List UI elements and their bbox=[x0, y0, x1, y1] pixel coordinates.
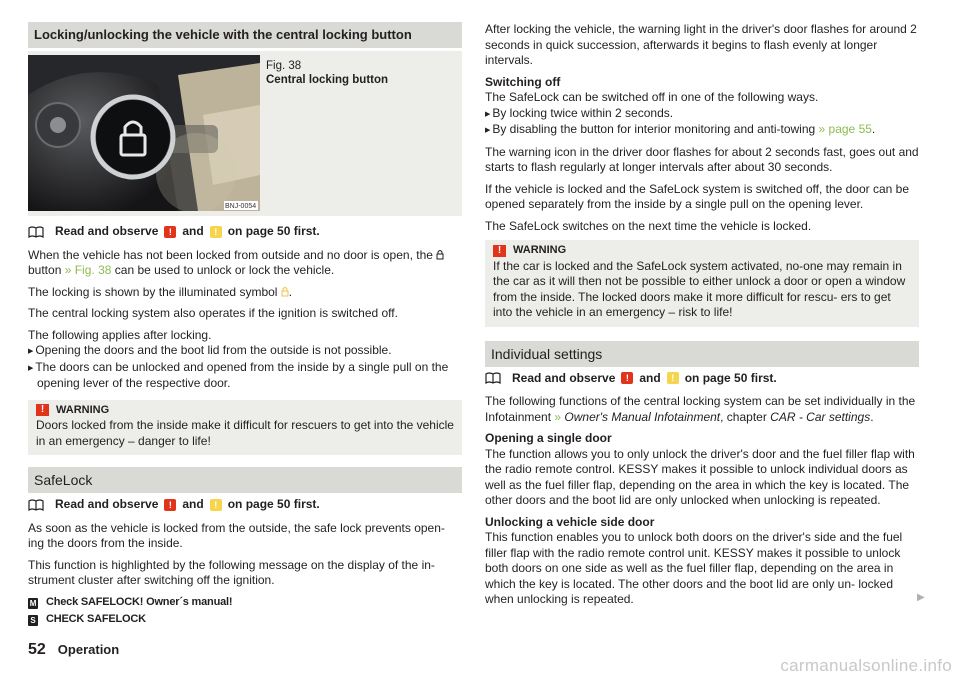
infotainment-manual-title: Owner's Manual Infotainment bbox=[564, 409, 721, 424]
warning-text: If the car is locked and the SafeLock system activated, no-one may remain in the car as it will then not be possible to either unlock a door or open a window from the inside. The locked doors make it more difficult for rescu- ers to get into the vehicle in an emergency – risk to life! bbox=[493, 258, 906, 319]
caution-icon[interactable]: ! bbox=[210, 499, 222, 511]
warning-box bbox=[28, 400, 462, 456]
figure-38 bbox=[28, 51, 462, 216]
warning-title: WARNING bbox=[513, 244, 567, 256]
read-and-observe-line: Read and observe ! and ! on page 50 first. bbox=[28, 224, 462, 240]
warning-title: WARNING bbox=[56, 403, 110, 416]
list-item: ▶ Opening the doors and the boot lid from the outside is not possible. bbox=[28, 343, 462, 360]
chapter-title: CAR - Car settings bbox=[770, 409, 871, 424]
display-message: S CHECK SAFELOCK bbox=[28, 612, 462, 629]
section-heading-safelock: SafeLock bbox=[28, 467, 462, 493]
section-heading-central-locking: Locking/unlocking the vehicle with the central locking button bbox=[28, 22, 462, 48]
right-paragraph-1: After locking the vehicle, the warning light in the driver's door flashes for around 2 seconds in quick succession, afterwards it begins to flash evenly at longer intervals. bbox=[485, 22, 917, 67]
safelock-paragraph-1: As soon as the vehicle is locked from the outside, the safe lock prevents open- ing the doors from the inside. bbox=[28, 520, 445, 550]
switching-off-heading: Switching off bbox=[485, 74, 561, 89]
page-number: 52 bbox=[28, 641, 46, 658]
page-55-link[interactable]: » page 55 bbox=[818, 122, 872, 136]
caution-icon[interactable]: ! bbox=[210, 226, 222, 238]
footer-label: Operation bbox=[57, 642, 120, 657]
display-m-icon: M bbox=[29, 598, 37, 608]
continue-arrow-icon: ▶ bbox=[917, 592, 925, 603]
watermark: carmanualsonline.info bbox=[780, 655, 952, 675]
single-door-text: The function allows you to only unlock the driver's door and the fuel filler flap with the radio remote control. KESSY makes it possible to unlock individual doors as well as the fuel filler flap, depending on the area in which the key is located. The other doors and the boot lid are only unlocked when unlocking is repeated. bbox=[485, 446, 915, 507]
figure-label: Fig. 38 bbox=[266, 60, 302, 72]
list-item: ▶ By disabling the button for interior monitoring and anti-towing » page 55. bbox=[485, 122, 919, 139]
paragraph-2: The locking is shown by the illuminated symbol . bbox=[28, 284, 293, 299]
section-heading-individual-settings: Individual settings bbox=[485, 341, 919, 367]
warning-text: Doors locked from the inside make it difficult for rescuers to get into the vehicle in an emergency – danger to life! bbox=[36, 418, 454, 448]
lock-icon bbox=[436, 249, 444, 260]
warning-box bbox=[485, 240, 919, 327]
infotainment-link[interactable]: » bbox=[554, 409, 562, 424]
side-door-heading: Unlocking a vehicle side door bbox=[485, 514, 655, 529]
left-column bbox=[28, 22, 462, 629]
figure-photo bbox=[28, 55, 260, 211]
list-item: ▶ By locking twice within 2 seconds. bbox=[485, 106, 919, 123]
safelock-paragraph-2: This function is highlighted by the following message on the display of the in- strument cluster after switching off the ignition. bbox=[28, 557, 435, 587]
paragraph-1: When the vehicle has not been locked from outside and no door is open, the button » Fig. 38 can be used to unlock or lock the vehicle. bbox=[28, 248, 462, 279]
figure-title: Central locking button bbox=[266, 74, 389, 86]
caution-icon[interactable]: ! bbox=[667, 372, 679, 384]
single-door-heading: Opening a single door bbox=[485, 431, 612, 445]
figure-caption bbox=[266, 59, 388, 87]
warning-icon: ! bbox=[36, 404, 49, 416]
right-paragraph-4: The SafeLock switches on the next time the vehicle is locked. bbox=[485, 218, 812, 233]
warning-icon[interactable]: ! bbox=[164, 499, 176, 511]
book-icon bbox=[485, 372, 501, 384]
warning-icon[interactable]: ! bbox=[621, 372, 633, 384]
warning-icon[interactable]: ! bbox=[164, 226, 176, 238]
central-locking-button-image bbox=[28, 55, 260, 211]
page-footer bbox=[28, 642, 119, 658]
right-paragraph-3: If the vehicle is locked and the SafeLock system is switched off, the door can be opened separately from the inside by a single pull on the opening lever. bbox=[485, 181, 910, 211]
display-s-icon: S bbox=[28, 615, 38, 626]
lock-indicator-icon bbox=[281, 286, 289, 297]
side-door-text: This function enables you to unlock both doors on the driver's side and the fuel filler flap with the radio remote control unit. KESSY makes it possible to unlock both doors on one side as well as the fuel filler flap, depending on the area in which the key is located. The other doors and the boot lid are only un- locked when unlocking is repeated. bbox=[485, 530, 903, 606]
right-column bbox=[485, 22, 919, 614]
switching-off-text: The SafeLock can be switched off in one of the following ways. bbox=[485, 90, 819, 104]
right-paragraph-2: The warning icon in the driver door flashes for about 2 seconds fast, goes out and starts to flash regularly at longer intervals after about 30 seconds. bbox=[485, 144, 919, 174]
warning-icon: ! bbox=[493, 245, 506, 257]
read-and-observe-line: Read and observe ! and ! on page 50 first. bbox=[485, 371, 919, 387]
paragraph-4: The following applies after locking. bbox=[28, 327, 212, 342]
book-icon bbox=[28, 226, 44, 238]
figure-code: BNJ-0054 bbox=[225, 203, 257, 210]
individual-paragraph: The following functions of the central locking system can be set individually in the Infotainment » Owner's Manual Infotainment, chapter CAR - Car settings. bbox=[485, 394, 916, 424]
display-message: M Check SAFELOCK! Owner´s manual! bbox=[29, 596, 233, 609]
book-icon bbox=[28, 499, 44, 511]
fig-38-link[interactable]: » Fig. 38 bbox=[64, 263, 112, 277]
paragraph-3: The central locking system also operates if the ignition is switched off. bbox=[28, 306, 398, 320]
read-and-observe-line: Read and observe ! and ! on page 50 first. bbox=[28, 497, 462, 513]
list-item: ▶ The doors can be unlocked and opened from the inside by a single pull on the opening lever of the respective door. bbox=[28, 360, 462, 392]
